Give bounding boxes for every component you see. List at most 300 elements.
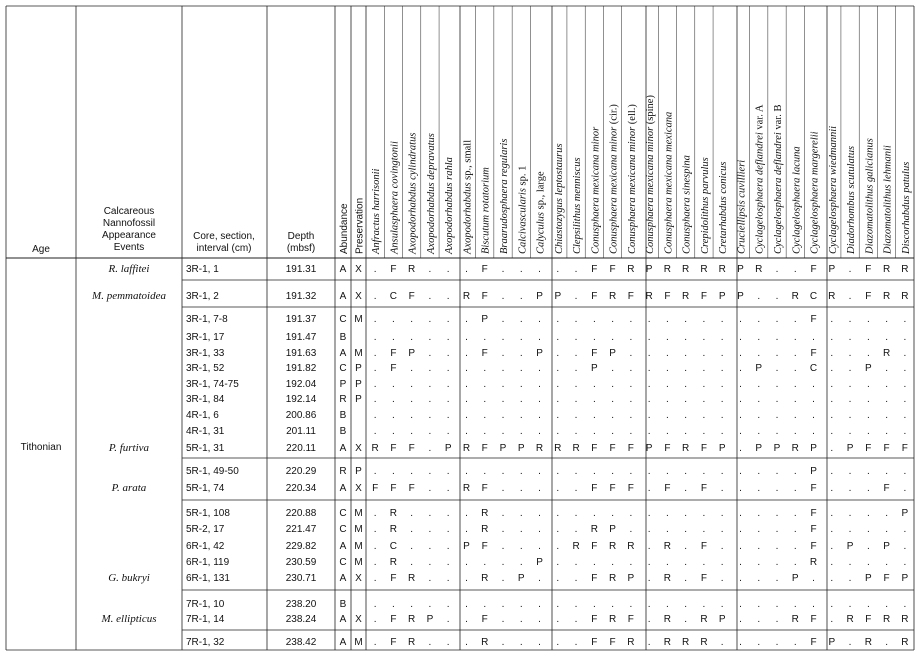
absent-mark: . [446, 573, 450, 584]
absent-mark: . [501, 573, 505, 584]
absent-mark: . [592, 379, 596, 390]
absent-mark: . [866, 332, 870, 343]
depth-value: 238.24 [285, 614, 317, 625]
abundance-mark: F [700, 541, 707, 552]
table-row [186, 443, 908, 454]
abundance-mark: P [609, 524, 616, 535]
abundance-mark: R [663, 264, 672, 275]
absent-mark: . [574, 483, 578, 494]
absent-mark: . [903, 599, 907, 610]
absent-mark: . [428, 363, 432, 374]
absent-mark: . [702, 348, 706, 359]
absent-mark: . [775, 394, 779, 405]
absent-mark: . [556, 348, 560, 359]
abundance-value: A [339, 291, 347, 302]
absent-mark: . [483, 599, 487, 610]
absent-mark: . [757, 466, 761, 477]
abundance-mark: F [865, 443, 872, 454]
absent-mark: . [647, 426, 651, 437]
absent-mark: . [538, 541, 541, 552]
absent-mark: . [428, 466, 432, 477]
absent-mark: . [538, 508, 541, 519]
absent-mark: . [428, 508, 432, 519]
abundance-mark: P [864, 573, 872, 584]
absent-mark: . [538, 614, 541, 625]
absent-mark: . [848, 557, 852, 568]
absent-mark: . [702, 379, 706, 390]
absent-mark: . [611, 394, 614, 405]
abundance-mark: R [535, 443, 544, 454]
absent-mark: . [428, 524, 432, 535]
abundance-mark: R [371, 443, 379, 454]
absent-mark: . [465, 363, 468, 374]
absent-mark: . [446, 483, 450, 494]
abundance-mark: R [700, 264, 708, 275]
absent-mark: . [830, 410, 834, 421]
absent-mark: . [885, 524, 888, 535]
absent-mark: . [574, 363, 578, 374]
absent-mark: . [666, 557, 669, 568]
abundance-mark: P [810, 466, 817, 477]
abundance-mark: R [846, 614, 854, 625]
absent-mark: . [757, 599, 761, 610]
abundance-mark: R [663, 541, 672, 552]
absent-mark: . [465, 348, 468, 359]
abundance-mark: P [901, 508, 909, 519]
absent-mark: . [775, 264, 779, 275]
absent-mark: . [611, 363, 614, 374]
absent-mark: . [666, 379, 669, 390]
table-row [186, 573, 909, 584]
absent-mark: . [373, 466, 377, 477]
species-name: Crepidolithus parvulus [699, 157, 711, 254]
absent-mark: . [519, 466, 523, 477]
core-interval: 3R-1, 74-75 [186, 379, 239, 390]
absent-mark: . [666, 314, 669, 325]
depth-value: 191.82 [285, 363, 317, 374]
core-interval: 4R-1, 31 [186, 426, 225, 437]
absent-mark: . [903, 541, 907, 552]
abundance-mark: F [627, 443, 634, 454]
absent-mark: . [373, 348, 377, 359]
absent-mark: . [556, 599, 560, 610]
absent-mark: . [556, 541, 560, 552]
abundance-mark: P [828, 637, 836, 648]
abundance-mark: F [591, 541, 598, 552]
absent-mark: . [574, 637, 578, 648]
absent-mark: . [775, 599, 779, 610]
species-name: Calcivascularis sp. 1 [517, 165, 529, 254]
depth-value: 191.31 [285, 264, 317, 275]
absent-mark: . [592, 508, 596, 519]
absent-mark: . [702, 426, 706, 437]
absent-mark: . [574, 524, 578, 535]
species-name: Ansulasphaera covingtonii [389, 141, 401, 254]
absent-mark: . [574, 599, 578, 610]
abundance-mark: R [408, 264, 416, 275]
species-name: Conusphaera mexicana mexicana [663, 111, 675, 254]
absent-mark: . [428, 394, 432, 405]
absent-mark: . [866, 541, 870, 552]
table-row [186, 291, 908, 302]
absent-mark: . [501, 314, 505, 325]
absent-mark: . [647, 508, 651, 519]
absent-mark: . [647, 410, 651, 421]
abundance-mark: C [809, 363, 818, 374]
absent-mark: . [684, 348, 688, 359]
absent-mark: . [793, 264, 797, 275]
absent-mark: . [793, 541, 797, 552]
appearance-event: R. laffitei [108, 263, 150, 275]
preservation-value: X [355, 483, 362, 494]
absent-mark: . [885, 637, 888, 648]
absent-mark: . [446, 410, 450, 421]
absent-mark: . [702, 332, 706, 343]
abundance-mark: P [517, 443, 525, 454]
absent-mark: . [519, 614, 523, 625]
absent-mark: . [702, 466, 706, 477]
depth-value: 192.14 [285, 394, 317, 405]
absent-mark: . [830, 483, 834, 494]
absent-mark: . [519, 332, 523, 343]
absent-mark: . [428, 557, 432, 568]
depth-header: (mbsf) [286, 243, 316, 254]
abundance-mark: R [608, 573, 617, 584]
absent-mark: . [392, 599, 395, 610]
absent-mark: . [574, 508, 578, 519]
absent-mark: . [538, 394, 541, 405]
abundance-mark: R [882, 291, 891, 302]
absent-mark: . [866, 410, 870, 421]
absent-mark: . [446, 614, 450, 625]
absent-mark: . [848, 426, 852, 437]
absent-mark: . [465, 508, 468, 519]
absent-mark: . [739, 614, 742, 625]
absent-mark: . [647, 332, 651, 343]
absent-mark: . [611, 508, 614, 519]
species-name: Conusphaera mexicana minor (spine) [645, 95, 657, 254]
abundance-mark: R [481, 508, 489, 519]
abundance-mark: R [627, 264, 635, 275]
absent-mark: . [647, 379, 651, 390]
species-name: Axopodorhabdus sp., small [462, 139, 474, 254]
core-interval: 5R-1, 31 [186, 443, 225, 454]
absent-mark: . [519, 508, 523, 519]
abundance-mark: F [390, 443, 397, 454]
absent-mark: . [501, 363, 505, 374]
core-interval: 4R-1, 6 [186, 410, 219, 421]
abundance-header: Abundance [339, 203, 350, 254]
absent-mark: . [483, 426, 487, 437]
core-interval: 6R-1, 42 [186, 541, 225, 552]
abundance-mark: F [481, 614, 488, 625]
table-row [186, 637, 908, 648]
absent-mark: . [793, 426, 797, 437]
absent-mark: . [373, 599, 377, 610]
abundance-mark: F [591, 614, 598, 625]
species-name: Cyclagelosphaera wiedmannii [827, 125, 839, 254]
abundance-value: R [339, 394, 347, 405]
abundance-mark: R [700, 637, 708, 648]
preservation-value: M [354, 541, 363, 552]
core-interval: 6R-1, 119 [186, 557, 230, 568]
absent-mark: . [830, 314, 834, 325]
absent-mark: . [666, 410, 669, 421]
core-interval: 3R-1, 33 [186, 348, 225, 359]
absent-mark: . [848, 410, 852, 421]
table-row [186, 264, 908, 275]
absent-mark: . [373, 524, 377, 535]
abundance-mark: R [608, 541, 617, 552]
absent-mark: . [739, 508, 742, 519]
absent-mark: . [501, 426, 505, 437]
abundance-mark: F [591, 637, 598, 648]
absent-mark: . [373, 379, 377, 390]
absent-mark: . [574, 348, 578, 359]
absent-mark: . [885, 314, 888, 325]
absent-mark: . [611, 314, 614, 325]
abundance-mark: R [682, 264, 690, 275]
absent-mark: . [720, 379, 724, 390]
abundance-mark: P [773, 443, 781, 454]
abundance-mark: F [390, 264, 397, 275]
absent-mark: . [501, 541, 505, 552]
absent-mark: . [410, 426, 414, 437]
abundance-value: R [339, 466, 347, 477]
absent-mark: . [519, 379, 523, 390]
abundance-mark: P [901, 573, 909, 584]
absent-mark: . [702, 394, 706, 405]
depth-value: 230.71 [285, 573, 317, 584]
absent-mark: . [684, 557, 688, 568]
table-row [186, 314, 906, 325]
absent-mark: . [483, 332, 487, 343]
absent-mark: . [866, 524, 870, 535]
appearance-event: M. ellipticus [101, 613, 157, 625]
absent-mark: . [830, 557, 834, 568]
preservation-value: X [355, 614, 362, 625]
absent-mark: . [647, 314, 651, 325]
absent-mark: . [501, 614, 505, 625]
abundance-mark: R [481, 573, 489, 584]
absent-mark: . [739, 573, 742, 584]
species-name: Diadorhombus scutulatus [846, 145, 858, 254]
depth-value: 238.42 [285, 637, 317, 648]
absent-mark: . [629, 379, 633, 390]
absent-mark: . [538, 264, 541, 275]
absent-mark: . [501, 291, 505, 302]
abundance-mark: P [737, 291, 744, 302]
absent-mark: . [373, 614, 377, 625]
abundance-mark: R [755, 264, 763, 275]
core-interval: 5R-2, 17 [186, 524, 225, 535]
absent-mark: . [793, 557, 797, 568]
absent-mark: . [830, 508, 834, 519]
absent-mark: . [483, 557, 487, 568]
abundance-mark: F [481, 291, 488, 302]
absent-mark: . [410, 314, 414, 325]
abundance-mark: R [462, 443, 471, 454]
abundance-mark: F [390, 614, 397, 625]
absent-mark: . [611, 332, 614, 343]
species-name: Biscutum rotatorium [480, 167, 492, 254]
species-name: Cruciellipsis cuvillieri [736, 159, 748, 254]
abundance-mark: P [846, 443, 854, 454]
abundance-mark: R [481, 524, 489, 535]
absent-mark: . [647, 637, 651, 648]
appearance-event: G. bukryi [108, 572, 150, 584]
abundance-mark: R [882, 264, 891, 275]
abundance-mark: F [609, 443, 616, 454]
absent-mark: . [410, 541, 414, 552]
absent-mark: . [574, 410, 578, 421]
absent-mark: . [556, 637, 560, 648]
abundance-mark: P [408, 348, 416, 359]
abundance-mark: P [791, 573, 799, 584]
absent-mark: . [757, 637, 761, 648]
abundance-mark: R [645, 291, 653, 302]
absent-mark: . [702, 314, 706, 325]
absent-mark: . [757, 614, 761, 625]
species-name: Calyculus sp., large [535, 171, 547, 254]
absent-mark: . [428, 332, 432, 343]
absent-mark: . [720, 410, 724, 421]
absent-mark: . [739, 524, 742, 535]
absent-mark: . [611, 599, 614, 610]
absent-mark: . [702, 557, 706, 568]
abundance-mark: F [865, 614, 872, 625]
absent-mark: . [793, 466, 797, 477]
absent-mark: . [720, 557, 724, 568]
absent-mark: . [373, 573, 377, 584]
absent-mark: . [775, 426, 779, 437]
abundance-mark: R [608, 291, 617, 302]
absent-mark: . [501, 599, 505, 610]
absent-mark: . [885, 508, 888, 519]
absent-mark: . [446, 291, 450, 302]
table-row [186, 483, 906, 494]
abundance-mark: P [718, 291, 726, 302]
absent-mark: . [775, 541, 779, 552]
abundance-mark: F [664, 483, 671, 494]
core-interval: 3R-1, 52 [186, 363, 225, 374]
absent-mark: . [757, 573, 761, 584]
absent-mark: . [739, 379, 742, 390]
absent-mark: . [519, 426, 523, 437]
absent-mark: . [739, 314, 742, 325]
absent-mark: . [720, 348, 724, 359]
abundance-value: B [339, 332, 347, 343]
absent-mark: . [702, 410, 706, 421]
abundance-mark: F [810, 264, 817, 275]
absent-mark: . [848, 363, 852, 374]
absent-mark: . [903, 348, 907, 359]
absent-mark: . [830, 394, 834, 405]
table-row [186, 410, 906, 421]
absent-mark: . [666, 332, 669, 343]
absent-mark: . [428, 443, 432, 454]
abundance-mark: P [737, 264, 744, 275]
absent-mark: . [757, 524, 761, 535]
absent-mark: . [775, 348, 779, 359]
absent-mark: . [775, 314, 779, 325]
absent-mark: . [538, 314, 541, 325]
absent-mark: . [446, 264, 450, 275]
absent-mark: . [866, 379, 870, 390]
absent-mark: . [702, 363, 706, 374]
absent-mark: . [812, 573, 815, 584]
abundance-mark: F [810, 541, 817, 552]
absent-mark: . [538, 363, 541, 374]
absent-mark: . [629, 332, 633, 343]
absent-mark: . [647, 599, 651, 610]
abundance-mark: F [609, 483, 616, 494]
core-interval: 6R-1, 131 [186, 573, 230, 584]
depth-value: 221.47 [285, 524, 317, 535]
preservation-value: M [354, 348, 363, 359]
events-header: Calcareous [103, 206, 155, 217]
absent-mark: . [501, 483, 505, 494]
absent-mark: . [373, 363, 377, 374]
absent-mark: . [739, 466, 742, 477]
preservation-value: P [355, 363, 362, 374]
abundance-mark: R [882, 614, 891, 625]
absent-mark: . [465, 466, 468, 477]
absent-mark: . [885, 410, 888, 421]
absent-mark: . [720, 466, 724, 477]
absent-mark: . [830, 614, 834, 625]
absent-mark: . [592, 466, 596, 477]
absent-mark: . [812, 410, 815, 421]
core-interval: 3R-1, 7-8 [186, 314, 228, 325]
absent-mark: . [903, 410, 907, 421]
preservation-value: X [355, 573, 362, 584]
absent-mark: . [556, 557, 560, 568]
age-header: Age [32, 244, 50, 255]
absent-mark: . [574, 264, 578, 275]
core-interval: 3R-1, 1 [186, 264, 219, 275]
abundance-mark: F [810, 508, 817, 519]
absent-mark: . [757, 379, 761, 390]
absent-mark: . [519, 291, 523, 302]
table-header [32, 95, 912, 255]
absent-mark: . [519, 264, 523, 275]
absent-mark: . [666, 426, 669, 437]
absent-mark: . [501, 524, 505, 535]
abundance-mark: R [572, 443, 580, 454]
absent-mark: . [519, 637, 523, 648]
preservation-value: X [355, 291, 362, 302]
absent-mark: . [629, 557, 633, 568]
abundance-mark: F [901, 443, 908, 454]
absent-mark: . [647, 348, 651, 359]
absent-mark: . [373, 637, 377, 648]
absent-mark: . [410, 599, 414, 610]
abundance-mark: F [390, 348, 397, 359]
absent-mark: . [428, 264, 432, 275]
absent-mark: . [501, 508, 505, 519]
table-row [186, 332, 906, 343]
species-name: Chiastozygus leptostaurus [553, 143, 565, 254]
absent-mark: . [428, 637, 432, 648]
abundance-mark: P [846, 541, 854, 552]
abundance-mark: R [663, 614, 672, 625]
absent-mark: . [666, 348, 669, 359]
abundance-mark: R [590, 524, 598, 535]
absent-mark: . [629, 348, 633, 359]
absent-mark: . [830, 426, 834, 437]
absent-mark: . [647, 541, 651, 552]
